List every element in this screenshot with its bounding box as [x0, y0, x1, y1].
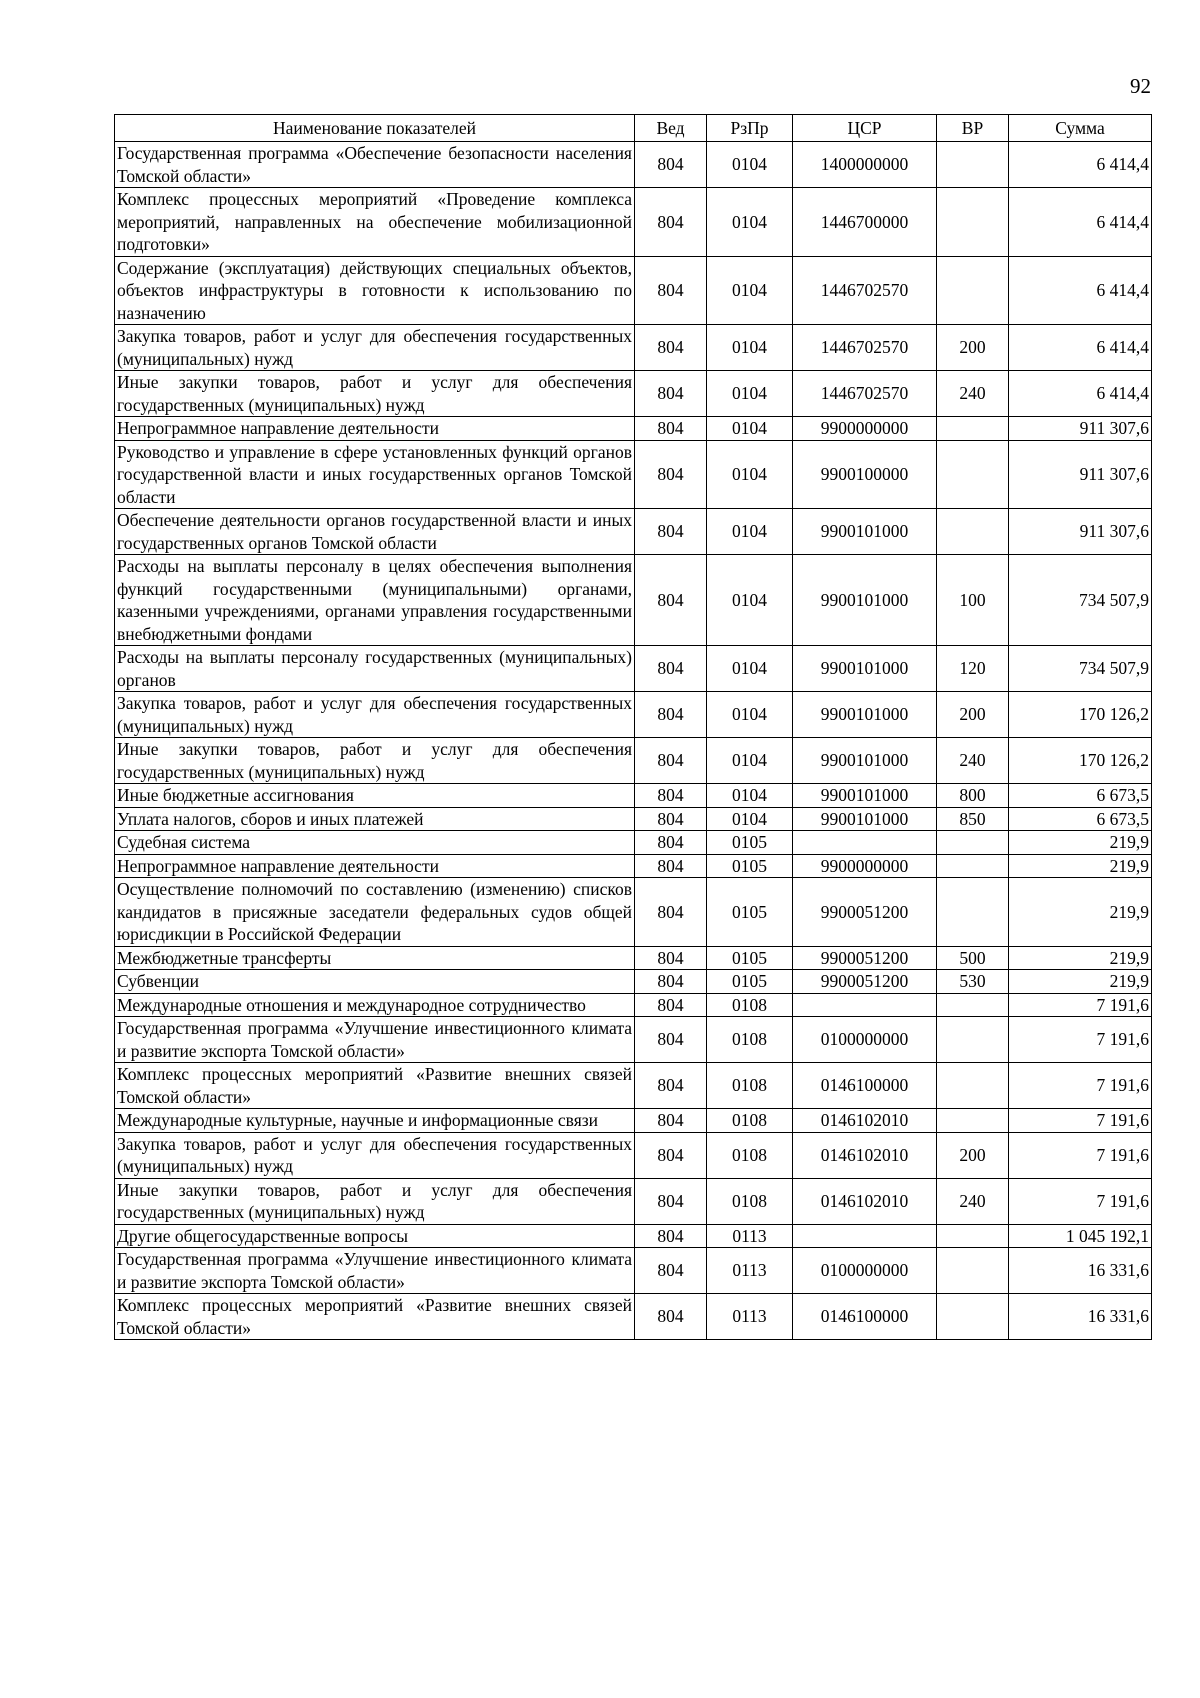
table-row	[115, 256, 1152, 325]
cell-ved: 804	[635, 1132, 707, 1178]
cell-name: Закупка товаров, работ и услуг для обеспечения государственных (муниципальных) нужд	[115, 325, 635, 371]
header-vr: ВР	[937, 115, 1009, 142]
cell-ved: 804	[635, 555, 707, 646]
cell-name: Межбюджетные трансферты	[115, 946, 635, 970]
header-csr: ЦСР	[793, 115, 937, 142]
cell-csr: 0146102010	[793, 1109, 937, 1133]
cell-ved: 804	[635, 417, 707, 441]
cell-ved: 804	[635, 509, 707, 555]
cell-csr: 9900101000	[793, 646, 937, 692]
table-row	[115, 1109, 1152, 1133]
cell-sum: 7 191,6	[1009, 1132, 1152, 1178]
table-row	[115, 1294, 1152, 1340]
cell-vr	[937, 854, 1009, 878]
cell-vr	[937, 1017, 1009, 1063]
cell-rzpr: 0113	[707, 1248, 793, 1294]
table-row	[115, 784, 1152, 808]
cell-rzpr: 0104	[707, 325, 793, 371]
cell-ved: 804	[635, 1224, 707, 1248]
table-row	[115, 646, 1152, 692]
cell-csr: 9900101000	[793, 738, 937, 784]
table-row	[115, 831, 1152, 855]
cell-name: Закупка товаров, работ и услуг для обеспечения государственных (муниципальных) нужд	[115, 692, 635, 738]
cell-csr	[793, 993, 937, 1017]
cell-rzpr: 0108	[707, 993, 793, 1017]
cell-name: Руководство и управление в сфере установленных функций органов государственной власти и иных государственных органов Томской области	[115, 440, 635, 509]
cell-name: Иные закупки товаров, работ и услуг для обеспечения государственных (муниципальных) нужд	[115, 1178, 635, 1224]
cell-rzpr: 0105	[707, 831, 793, 855]
cell-rzpr: 0104	[707, 555, 793, 646]
cell-vr	[937, 256, 1009, 325]
cell-vr	[937, 1063, 1009, 1109]
cell-csr: 1446700000	[793, 188, 937, 257]
header-name: Наименование показателей	[115, 115, 635, 142]
cell-vr	[937, 1294, 1009, 1340]
cell-name: Государственная программа «Обеспечение безопасности населения Томской области»	[115, 142, 635, 188]
cell-name: Обеспечение деятельности органов государственной власти и иных государственных органов Томской области	[115, 509, 635, 555]
cell-rzpr: 0104	[707, 807, 793, 831]
cell-ved: 804	[635, 970, 707, 994]
cell-name: Субвенции	[115, 970, 635, 994]
cell-vr: 100	[937, 555, 1009, 646]
cell-name: Государственная программа «Улучшение инвестиционного климата и развитие экспорта Томской области»	[115, 1248, 635, 1294]
table-row	[115, 854, 1152, 878]
cell-sum: 734 507,9	[1009, 646, 1152, 692]
cell-sum: 1 045 192,1	[1009, 1224, 1152, 1248]
table-row	[115, 325, 1152, 371]
table-row	[115, 188, 1152, 257]
cell-rzpr: 0105	[707, 970, 793, 994]
cell-csr: 1446702570	[793, 325, 937, 371]
cell-ved: 804	[635, 142, 707, 188]
cell-sum: 6 414,4	[1009, 371, 1152, 417]
cell-sum: 7 191,6	[1009, 1063, 1152, 1109]
cell-rzpr: 0104	[707, 646, 793, 692]
header-ved: Вед	[635, 115, 707, 142]
cell-ved: 804	[635, 692, 707, 738]
cell-ved: 804	[635, 738, 707, 784]
table-row	[115, 440, 1152, 509]
cell-vr	[937, 993, 1009, 1017]
cell-sum: 219,9	[1009, 878, 1152, 947]
cell-vr: 200	[937, 325, 1009, 371]
cell-name: Комплекс процессных мероприятий «Проведение комплекса мероприятий, направленных на обеспечение мобилизационной подготовки»	[115, 188, 635, 257]
cell-ved: 804	[635, 831, 707, 855]
cell-csr: 9900051200	[793, 946, 937, 970]
table-row	[115, 1017, 1152, 1063]
cell-vr	[937, 831, 1009, 855]
cell-vr: 240	[937, 371, 1009, 417]
cell-sum: 7 191,6	[1009, 1178, 1152, 1224]
cell-name: Непрограммное направление деятельности	[115, 417, 635, 441]
cell-sum: 219,9	[1009, 970, 1152, 994]
cell-ved: 804	[635, 1017, 707, 1063]
cell-sum: 7 191,6	[1009, 1017, 1152, 1063]
cell-csr	[793, 1224, 937, 1248]
cell-csr: 0100000000	[793, 1017, 937, 1063]
cell-sum: 911 307,6	[1009, 509, 1152, 555]
cell-csr: 1400000000	[793, 142, 937, 188]
cell-name: Непрограммное направление деятельности	[115, 854, 635, 878]
cell-csr: 9900101000	[793, 692, 937, 738]
cell-vr: 200	[937, 1132, 1009, 1178]
table-header-row	[115, 115, 1152, 142]
cell-rzpr: 0113	[707, 1224, 793, 1248]
cell-vr	[937, 878, 1009, 947]
cell-sum: 219,9	[1009, 831, 1152, 855]
cell-sum: 16 331,6	[1009, 1294, 1152, 1340]
cell-sum: 6 673,5	[1009, 807, 1152, 831]
cell-rzpr: 0108	[707, 1178, 793, 1224]
cell-vr: 240	[937, 1178, 1009, 1224]
cell-name: Комплекс процессных мероприятий «Развитие внешних связей Томской области»	[115, 1294, 635, 1340]
cell-rzpr: 0104	[707, 188, 793, 257]
cell-vr: 500	[937, 946, 1009, 970]
cell-name: Уплата налогов, сборов и иных платежей	[115, 807, 635, 831]
cell-vr: 120	[937, 646, 1009, 692]
cell-sum: 219,9	[1009, 854, 1152, 878]
cell-ved: 804	[635, 325, 707, 371]
cell-name: Иные бюджетные ассигнования	[115, 784, 635, 808]
cell-name: Осуществление полномочий по составлению (изменению) списков кандидатов в присяжные заседатели федеральных судов общей юрисдикции в Российской Федерации	[115, 878, 635, 947]
cell-csr	[793, 831, 937, 855]
cell-sum: 6 414,4	[1009, 256, 1152, 325]
cell-csr: 9900101000	[793, 509, 937, 555]
cell-name: Расходы на выплаты персоналу государственных (муниципальных) органов	[115, 646, 635, 692]
table-row	[115, 142, 1152, 188]
cell-ved: 804	[635, 878, 707, 947]
cell-name: Государственная программа «Улучшение инвестиционного климата и развитие экспорта Томской области»	[115, 1017, 635, 1063]
cell-rzpr: 0104	[707, 738, 793, 784]
cell-sum: 911 307,6	[1009, 417, 1152, 441]
cell-rzpr: 0105	[707, 854, 793, 878]
cell-vr: 530	[937, 970, 1009, 994]
cell-vr	[937, 1248, 1009, 1294]
cell-csr: 9900000000	[793, 854, 937, 878]
cell-csr: 9900051200	[793, 878, 937, 947]
cell-ved: 804	[635, 854, 707, 878]
cell-csr: 9900000000	[793, 417, 937, 441]
cell-rzpr: 0113	[707, 1294, 793, 1340]
cell-name: Закупка товаров, работ и услуг для обеспечения государственных (муниципальных) нужд	[115, 1132, 635, 1178]
cell-vr	[937, 1224, 1009, 1248]
cell-sum: 7 191,6	[1009, 993, 1152, 1017]
cell-vr: 240	[937, 738, 1009, 784]
cell-name: Международные культурные, научные и информационные связи	[115, 1109, 635, 1133]
cell-sum: 734 507,9	[1009, 555, 1152, 646]
cell-csr: 0100000000	[793, 1248, 937, 1294]
cell-csr: 1446702570	[793, 256, 937, 325]
cell-ved: 804	[635, 188, 707, 257]
cell-sum: 7 191,6	[1009, 1109, 1152, 1133]
cell-sum: 219,9	[1009, 946, 1152, 970]
cell-rzpr: 0104	[707, 142, 793, 188]
header-rzpr: РзПр	[707, 115, 793, 142]
cell-csr: 9900100000	[793, 440, 937, 509]
cell-ved: 804	[635, 946, 707, 970]
table-row	[115, 1248, 1152, 1294]
cell-rzpr: 0104	[707, 440, 793, 509]
cell-name: Комплекс процессных мероприятий «Развитие внешних связей Томской области»	[115, 1063, 635, 1109]
cell-sum: 911 307,6	[1009, 440, 1152, 509]
table-row	[115, 738, 1152, 784]
cell-rzpr: 0104	[707, 417, 793, 441]
table-row	[115, 993, 1152, 1017]
table-row	[115, 878, 1152, 947]
table-row	[115, 807, 1152, 831]
cell-name: Другие общегосударственные вопросы	[115, 1224, 635, 1248]
table-row	[115, 509, 1152, 555]
cell-csr: 9900051200	[793, 970, 937, 994]
cell-sum: 6 414,4	[1009, 188, 1152, 257]
cell-rzpr: 0105	[707, 946, 793, 970]
cell-csr: 0146102010	[793, 1132, 937, 1178]
cell-ved: 804	[635, 646, 707, 692]
cell-ved: 804	[635, 1248, 707, 1294]
cell-rzpr: 0104	[707, 509, 793, 555]
table-row	[115, 371, 1152, 417]
cell-sum: 170 126,2	[1009, 692, 1152, 738]
cell-csr: 0146100000	[793, 1063, 937, 1109]
cell-ved: 804	[635, 1178, 707, 1224]
table-row	[115, 946, 1152, 970]
cell-sum: 6 414,4	[1009, 142, 1152, 188]
cell-vr: 800	[937, 784, 1009, 808]
table-row	[115, 692, 1152, 738]
cell-csr: 9900101000	[793, 555, 937, 646]
cell-name: Содержание (эксплуатация) действующих специальных объектов, объектов инфраструктуры в готовности к использованию по назначению	[115, 256, 635, 325]
cell-sum: 6 673,5	[1009, 784, 1152, 808]
cell-rzpr: 0108	[707, 1109, 793, 1133]
cell-name: Расходы на выплаты персоналу в целях обеспечения выполнения функций государственными (муниципальными) органами, казенными учреждениями, органами управления государственными внебюджетными фондами	[115, 555, 635, 646]
cell-sum: 170 126,2	[1009, 738, 1152, 784]
cell-csr: 0146100000	[793, 1294, 937, 1340]
cell-vr	[937, 142, 1009, 188]
cell-ved: 804	[635, 1109, 707, 1133]
table-row	[115, 555, 1152, 646]
table-row	[115, 1063, 1152, 1109]
cell-name: Судебная система	[115, 831, 635, 855]
cell-vr	[937, 440, 1009, 509]
table-row	[115, 1132, 1152, 1178]
cell-rzpr: 0105	[707, 878, 793, 947]
table-row	[115, 970, 1152, 994]
cell-ved: 804	[635, 256, 707, 325]
cell-name: Международные отношения и международное сотрудничество	[115, 993, 635, 1017]
cell-vr	[937, 1109, 1009, 1133]
cell-name: Иные закупки товаров, работ и услуг для обеспечения государственных (муниципальных) нужд	[115, 738, 635, 784]
cell-csr: 9900101000	[793, 784, 937, 808]
cell-rzpr: 0108	[707, 1063, 793, 1109]
cell-sum: 6 414,4	[1009, 325, 1152, 371]
table-row	[115, 1224, 1152, 1248]
cell-ved: 804	[635, 784, 707, 808]
cell-rzpr: 0108	[707, 1017, 793, 1063]
cell-vr: 850	[937, 807, 1009, 831]
header-sum: Сумма	[1009, 115, 1152, 142]
page-number: 92	[1130, 74, 1151, 98]
cell-vr: 200	[937, 692, 1009, 738]
cell-vr	[937, 417, 1009, 441]
cell-rzpr: 0104	[707, 371, 793, 417]
cell-vr	[937, 188, 1009, 257]
cell-csr: 1446702570	[793, 371, 937, 417]
cell-vr	[937, 509, 1009, 555]
budget-table	[114, 114, 1152, 1340]
cell-csr: 0146102010	[793, 1178, 937, 1224]
cell-ved: 804	[635, 440, 707, 509]
cell-ved: 804	[635, 1063, 707, 1109]
cell-sum: 16 331,6	[1009, 1248, 1152, 1294]
cell-ved: 804	[635, 1294, 707, 1340]
cell-csr: 9900101000	[793, 807, 937, 831]
cell-name: Иные закупки товаров, работ и услуг для обеспечения государственных (муниципальных) нужд	[115, 371, 635, 417]
cell-rzpr: 0104	[707, 784, 793, 808]
cell-rzpr: 0104	[707, 692, 793, 738]
cell-ved: 804	[635, 371, 707, 417]
cell-ved: 804	[635, 807, 707, 831]
cell-ved: 804	[635, 993, 707, 1017]
cell-rzpr: 0108	[707, 1132, 793, 1178]
table-row	[115, 417, 1152, 441]
cell-rzpr: 0104	[707, 256, 793, 325]
table-row	[115, 1178, 1152, 1224]
